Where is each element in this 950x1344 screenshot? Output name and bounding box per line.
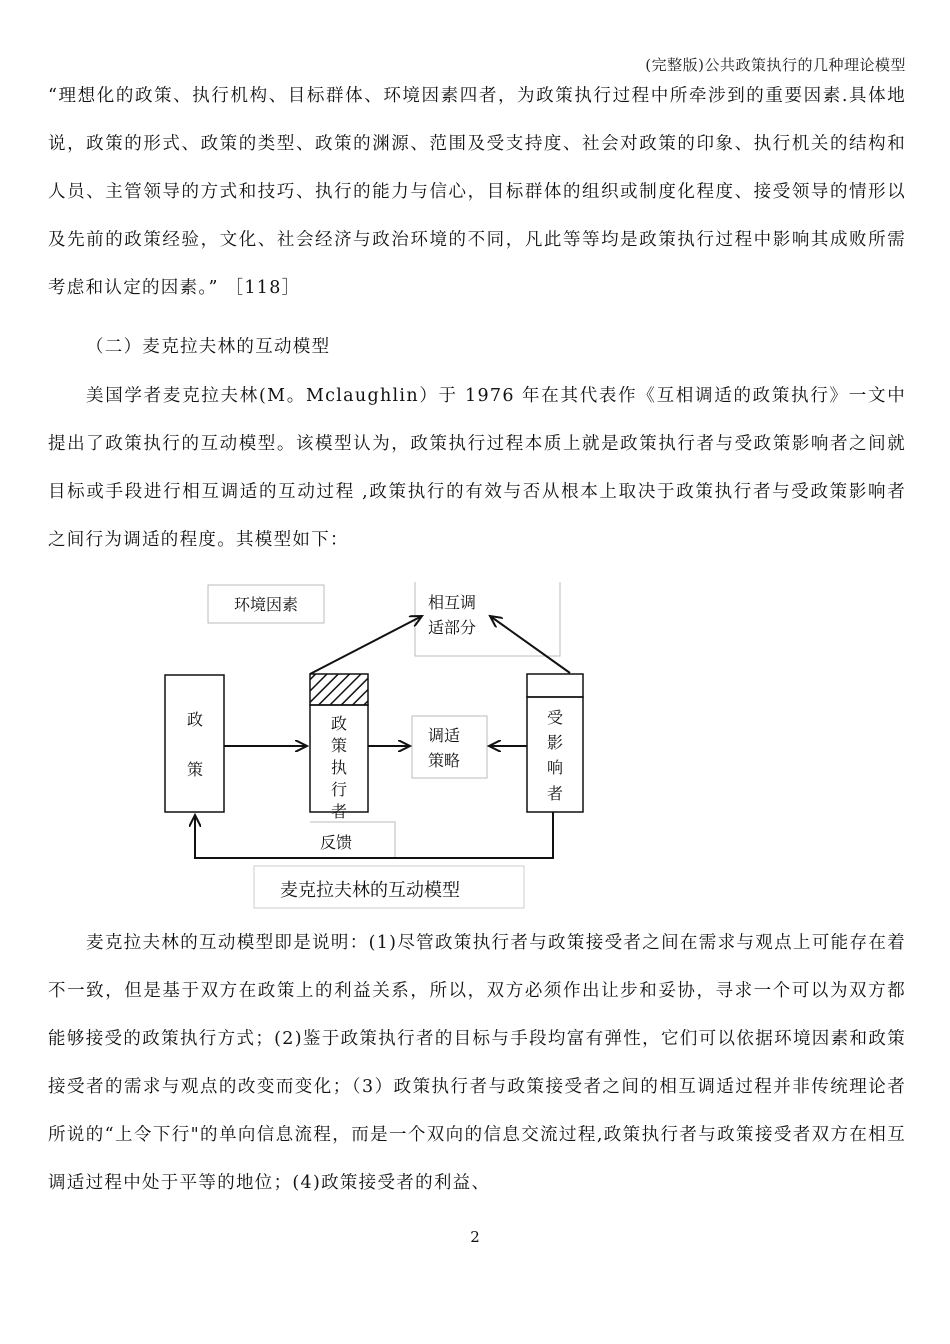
- affected-label-2: 影: [546, 735, 564, 752]
- paragraph-quote: “理想化的政策、执行机构、目标群体、环境因素四者，为政策执行过程中所牵涉到的重要因素.具体地说，政策的形式、政策的类型、政策的渊源、范围及受支持度、社会对政策的印象、执行机关的结构和人员、主管领导的方式和技巧、执行的能力与信心，目标群体的组织或制度化程度、接受领导的情形以及先前的政策经验，文化、社会经济与政治环境的不同，凡此等等均是政策执行过程中影响其成败所需考虑和认定的因素。” ［118］: [48, 86, 906, 298]
- feedback-loop-arrow: [195, 812, 553, 858]
- affected-label-4: 者: [546, 786, 564, 803]
- paragraph-intro: 美国学者麦克拉夫林(M。Mclaughlin）于 1976 年在其代表作《互相调适的政策执行》一文中提出了政策执行的互动模型。该模型认为，政策执行过程本质上就是政策执行者与受政策影响者之间就目标或手段进行相互调适的互动过程 ,政策执行的有效与否从根本上取决于政策执行者与受政策影响者之间行为调适的程度。其模型如下：: [48, 386, 906, 550]
- section-heading: （二）麦克拉夫林的互动模型: [86, 337, 331, 357]
- diagram-caption: 麦克拉夫林的互动模型: [280, 880, 460, 900]
- policy-label-2: 策: [186, 762, 204, 779]
- interaction-model-diagram: [0, 570, 950, 915]
- executor-hatched-cap: [310, 674, 368, 705]
- affected-label-1: 受: [546, 710, 564, 727]
- mutual-adapt-label-1: 相互调: [428, 595, 477, 612]
- strategy-label-1: 调适: [428, 728, 461, 745]
- env-factors-label: 环境因素: [233, 597, 299, 614]
- arrow-affected-to-mutual: [490, 616, 570, 673]
- feedback-label: 反馈: [320, 835, 353, 852]
- executor-label-2: 策: [330, 738, 348, 755]
- policy-box: [165, 675, 224, 812]
- page-number: 2: [470, 1228, 480, 1246]
- arrow-executor-to-mutual: [310, 616, 422, 674]
- running-header: (完整版)公共政策执行的几种理论模型: [645, 56, 906, 74]
- paragraph-explanation: 麦克拉夫林的互动模型即是说明：(1)尽管政策执行者与政策接受者之间在需求与观点上可能存在着不一致，但是基于双方在政策上的利益关系，所以，双方必须作出让步和妥协，寻求一个可以为双方都能够接受的政策执行方式；(2)鉴于政策执行者的目标与手段均富有弹性，它们可以依据环境因素和政策接受者的需求与观点的改变而变化；（3）政策执行者与政策接受者之间的相互调适过程并非传统理论者所说的“上令下行"的单向信息流程，而是一个双向的信息交流过程,政策执行者与政策接受者双方在相互调适过程中处于平等的地位；(4)政策接受者的利益、: [48, 933, 906, 1193]
- mutual-adapt-box: [415, 582, 560, 656]
- affected-cap: [527, 674, 583, 697]
- strategy-label-2: 策略: [428, 753, 461, 770]
- mutual-adapt-label-2: 适部分: [428, 620, 477, 637]
- executor-label-1: 政: [330, 716, 348, 733]
- executor-label-4: 行: [330, 782, 348, 799]
- executor-label-5: 者: [330, 804, 348, 821]
- executor-label-3: 执: [330, 760, 348, 777]
- affected-label-3: 响: [546, 760, 564, 777]
- policy-label-1: 政: [186, 712, 204, 729]
